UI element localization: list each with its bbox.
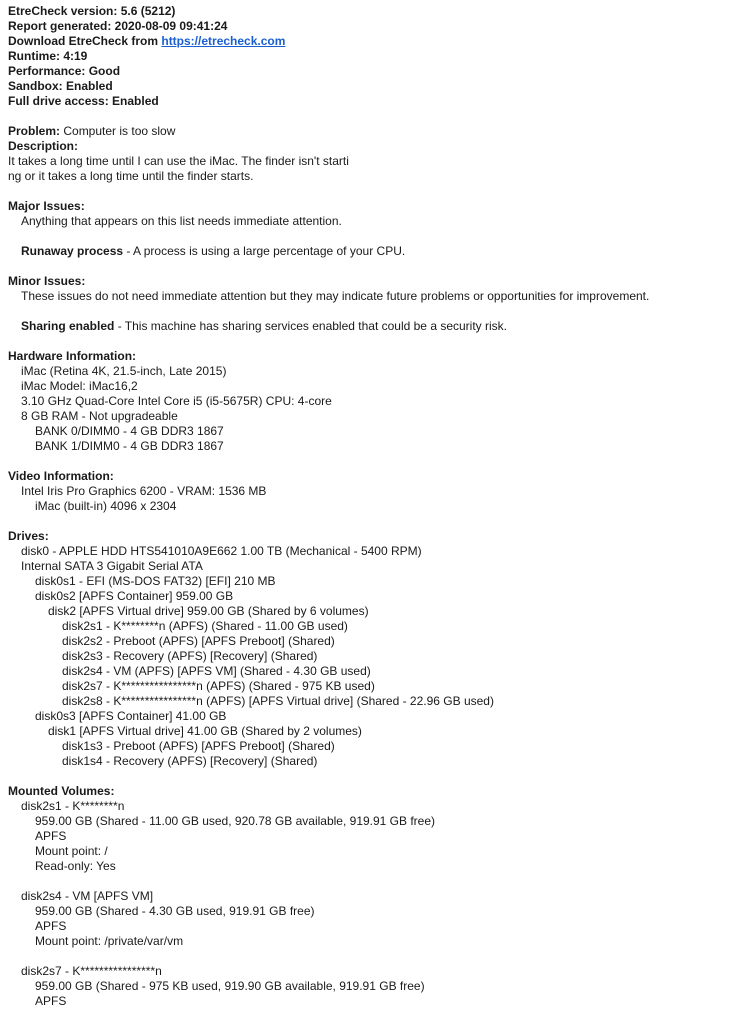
volume-detail: APFS: [35, 919, 67, 933]
etrecheck-link[interactable]: https://etrecheck.com: [161, 34, 286, 48]
major-issues-title: Major Issues:: [8, 199, 85, 213]
download-line: [8, 34, 744, 49]
drive-entry: disk0s2 [APFS Container] 959.00 GB: [35, 589, 234, 603]
volume-name: disk2s1 - K********n: [21, 799, 125, 813]
full-drive-access-line: Full drive access: Enabled: [8, 94, 159, 108]
description-line-1: It takes a long time until I can use the iMac. The finder isn't starti: [8, 154, 349, 168]
minor-issue-sharing-enabled: [8, 319, 744, 334]
volume-name: disk2s7 - K****************n: [21, 964, 162, 978]
drive-entry: disk2s2 - Preboot (APFS) [APFS Preboot] (Shared): [62, 634, 335, 648]
hardware-model-id: iMac Model: iMac16,2: [21, 379, 138, 393]
drive-entry: disk0 - APPLE HDD HTS541010A9E662 1.00 TB (Mechanical - 5400 RPM): [21, 544, 422, 558]
download-prefix: Download EtreCheck from: [8, 34, 162, 48]
spacer: [8, 454, 744, 469]
drive-entry: disk0s3 [APFS Container] 41.00 GB: [35, 709, 227, 723]
hardware-title: Hardware Information:: [8, 349, 137, 363]
drive-entry: disk1s4 - Recovery (APFS) [Recovery] (Shared): [62, 754, 318, 768]
problem-value: Computer is too slow: [60, 124, 176, 138]
volume-detail: Read-only: Yes: [35, 859, 116, 873]
drive-entry: Internal SATA 3 Gigabit Serial ATA: [21, 559, 203, 573]
volume-detail: 959.00 GB (Shared - 4.30 GB used, 919.91 GB free): [35, 904, 315, 918]
spacer: [8, 259, 744, 274]
volume-detail: APFS: [35, 829, 67, 843]
ram-bank-1: BANK 1/DIMM0 - 4 GB DDR3 1867: [35, 439, 224, 453]
volume-detail: 959.00 GB (Shared - 11.00 GB used, 920.78 GB available, 919.91 GB free): [35, 814, 436, 828]
hardware-ram: 8 GB RAM - Not upgradeable: [21, 409, 178, 423]
spacer: [8, 514, 744, 529]
spacer: [8, 304, 744, 319]
drive-entry: disk2s3 - Recovery (APFS) [Recovery] (Shared): [62, 649, 318, 663]
drive-entry: disk2s8 - K****************n (APFS) [APFS Virtual drive] (Shared - 22.96 GB used): [62, 694, 494, 708]
minor-issues-title: Minor Issues:: [8, 274, 86, 288]
minor-issues-intro: These issues do not need immediate attention but they may indicate future problems or opportunities for improvement.: [21, 289, 650, 303]
ram-bank-0: BANK 0/DIMM0 - 4 GB DDR3 1867: [35, 424, 224, 438]
problem-line: [8, 124, 744, 139]
spacer: [8, 874, 744, 889]
mounted-volumes-list: [8, 799, 744, 1009]
sandbox-line: Sandbox: Enabled: [8, 79, 113, 93]
report-generated-line: Report generated: 2020-08-09 09:41:24: [8, 19, 228, 33]
issue-name: Sharing enabled: [21, 319, 115, 333]
mounted-volumes-title: Mounted Volumes:: [8, 784, 115, 798]
drives-title: Drives:: [8, 529, 49, 543]
drive-entry: disk2 [APFS Virtual drive] 959.00 GB (Shared by 6 volumes): [48, 604, 369, 618]
description-label: Description:: [8, 139, 79, 153]
drive-entry: disk1 [APFS Virtual drive] 41.00 GB (Shared by 2 volumes): [48, 724, 362, 738]
performance-line: Performance: Good: [8, 64, 121, 78]
volume-detail: Mount point: /private/var/vm: [35, 934, 184, 948]
video-gpu: Intel Iris Pro Graphics 6200 - VRAM: 1536 MB: [21, 484, 267, 498]
drive-entry: disk2s7 - K****************n (APFS) (Shared - 975 KB used): [62, 679, 375, 693]
spacer: [8, 769, 744, 784]
spacer: [8, 334, 744, 349]
major-issue-runaway-process: [8, 244, 744, 259]
issue-description: - A process is using a large percentage of your CPU.: [123, 244, 406, 258]
volume-detail: APFS: [35, 994, 67, 1008]
hardware-model: iMac (Retina 4K, 21.5-inch, Late 2015): [21, 364, 227, 378]
issue-description: - This machine has sharing services enabled that could be a security risk.: [114, 319, 507, 333]
spacer: [8, 184, 744, 199]
runtime-line: Runtime: 4:19: [8, 49, 88, 63]
volume-detail: 959.00 GB (Shared - 975 KB used, 919.90 GB available, 919.91 GB free): [35, 979, 425, 993]
video-title: Video Information:: [8, 469, 114, 483]
volume-detail: Mount point: /: [35, 844, 108, 858]
volume-name: disk2s4 - VM [APFS VM]: [21, 889, 154, 903]
spacer: [8, 229, 744, 244]
spacer: [8, 949, 744, 964]
hardware-cpu: 3.10 GHz Quad-Core Intel Core i5 (i5-5675R) CPU: 4-core: [21, 394, 332, 408]
video-display: iMac (built-in) 4096 x 2304: [35, 499, 177, 513]
drive-entry: disk2s4 - VM (APFS) [APFS VM] (Shared - 4.30 GB used): [62, 664, 371, 678]
drive-entry: disk0s1 - EFI (MS-DOS FAT32) [EFI] 210 MB: [35, 574, 276, 588]
spacer: [8, 109, 744, 124]
drive-entry: disk2s1 - K********n (APFS) (Shared - 11.00 GB used): [62, 619, 348, 633]
problem-label: Problem:: [8, 124, 61, 138]
major-issues-intro: Anything that appears on this list needs immediate attention.: [21, 214, 342, 228]
drive-entry: disk1s3 - Preboot (APFS) [APFS Preboot] (Shared): [62, 739, 335, 753]
issue-name: Runaway process: [21, 244, 124, 258]
description-line-2: ng or it takes a long time until the finder starts.: [8, 169, 254, 183]
version-line: EtreCheck version: 5.6 (5212): [8, 4, 176, 18]
drives-list: [8, 544, 744, 769]
